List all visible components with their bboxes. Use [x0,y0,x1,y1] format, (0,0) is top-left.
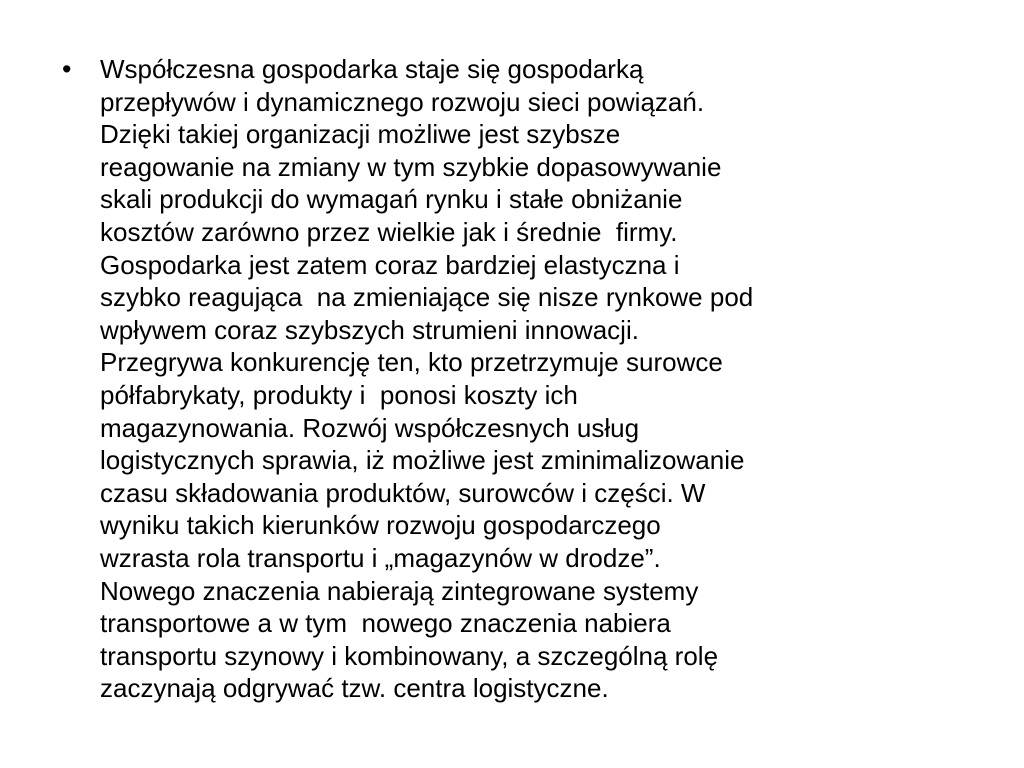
paragraph-line: przepływów i dynamicznego rozwoju sieci powiązań. [100,86,705,117]
bullet-icon: • [62,54,72,84]
paragraph-line: zaczynają odgrywać tzw. centra logistyczne. [100,673,609,704]
paragraph-line: wpływem coraz szybszych strumieni innowacji. [100,314,639,345]
paragraph-line: półfabrykaty, produkty i ponosi koszty ich [100,379,578,410]
paragraph-line: Dzięki takiej organizacji możliwe jest szybsze [100,119,621,150]
paragraph-line: szybko reagująca na zmieniające się nisze rynkowe pod [100,282,754,313]
paragraph-line: Gospodarka jest zatem coraz bardziej elastyczna i [100,249,680,280]
paragraph-line: logistycznych sprawia, iż możliwe jest zminimalizowanie [100,445,745,476]
paragraph-line: magazynowania. Rozwój współczesnych usług [100,412,640,443]
bullet-item [62,53,753,705]
bullet-list [62,53,753,705]
paragraph-line: kosztów zarówno przez wielkie jak i średnie firmy. [100,216,678,247]
paragraph-line: transportowe a w tym nowego znaczenia nabiera [100,608,671,639]
paragraph-line: Współczesna gospodarka staje się gospodarką [100,54,644,84]
paragraph-line: czasu składowania produktów, surowców i części. W [100,477,706,508]
paragraph-line: Nowego znaczenia nabierają zintegrowane systemy [100,575,699,606]
paragraph-line: wzrasta rola transportu i „magazynów w drodze”. [100,542,661,573]
paragraph-line: wyniku takich kierunków rozwoju gospodarczego [100,510,661,541]
paragraph-line: skali produkcji do wymagań rynku i stałe obniżanie [100,184,683,215]
paragraph-line: transportu szynowy i kombinowany, a szczególną rolę [100,640,719,671]
paragraph-line: reagowanie na zmiany w tym szybkie dopasowywanie [100,151,722,182]
paragraph-text [100,53,753,705]
paragraph-line: Przegrywa konkurencję ten, kto przetrzymuje surowce [100,347,723,378]
